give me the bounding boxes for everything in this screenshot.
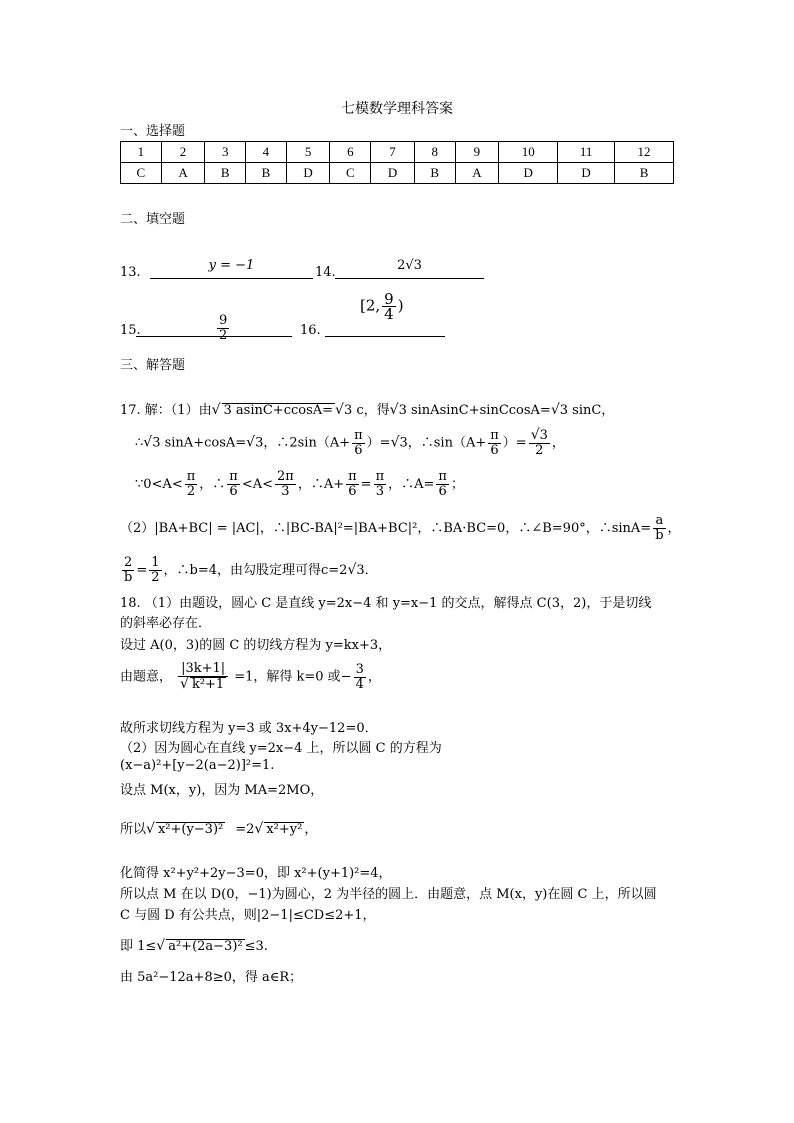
frac-den: b (124, 570, 133, 585)
q18-line11: 所以点 M 在以 D(0，−1)为圆心，2 为半径的圆上．由题意，点 M(x，y)在圆 C 上，所以圆 (120, 887, 657, 902)
frac-den: 2 (535, 443, 544, 458)
sqrt-icon: √ (254, 821, 264, 837)
q15-answer (215, 314, 231, 343)
q17-line3 (135, 470, 464, 499)
frac-num: 3 (355, 661, 364, 677)
q17-line5 (120, 556, 378, 585)
q18-text: 所以 (120, 822, 147, 837)
sqrt-icon: √ (347, 562, 357, 578)
q17-text: ）= (502, 435, 527, 451)
frac-den: 6 (348, 484, 357, 499)
q18-text: ， (367, 669, 381, 685)
sqrt-icon: √ (530, 427, 540, 443)
q13-blank (150, 278, 313, 279)
table-cell-number: 4 (246, 142, 287, 163)
section-solve-heading: 三、解答题 (120, 358, 186, 373)
frac-den: 2 (151, 570, 160, 585)
q17-text: ； (450, 477, 464, 492)
frac-num: π (490, 427, 499, 443)
q15-blank (136, 336, 292, 337)
sqrt-icon: √ (550, 402, 560, 418)
table-cell-answer: D (286, 163, 330, 184)
frac-num: |3k+1| (178, 662, 228, 677)
frac-num: π (354, 427, 363, 443)
q15-denominator: 2 (219, 328, 228, 343)
table-cell-answer: A (161, 163, 205, 184)
frac-den: 6 (438, 484, 447, 499)
table-cell-number: 12 (615, 142, 674, 163)
q17-line1 (120, 399, 614, 418)
q18-line6: （2）因为圆心在直线 y=2x−4 上，所以圆 C 的方程为 (120, 741, 442, 756)
q17-line2 (135, 428, 565, 458)
q18-text: x²+(y−3)² (157, 822, 224, 837)
choice-answer-table (120, 141, 674, 184)
q17-text: 17. 解：（1）由 (120, 403, 212, 418)
frac-den: 6 (354, 442, 363, 458)
q17-text: 3 asinC+ccosA= (223, 403, 334, 418)
frac-den: k²+1 (191, 677, 225, 692)
q17-text: ∴ (135, 435, 144, 451)
table-cell-number: 2 (161, 142, 205, 163)
q16-label: 16. (300, 323, 321, 338)
sqrt-icon: √ (390, 434, 400, 451)
q17-text: 3，∴sin（A+ (399, 435, 487, 451)
q17-text: （2） (120, 521, 155, 536)
q17-text: ）= (366, 435, 391, 451)
frac-num: π (375, 469, 385, 484)
table-cell-number: 7 (371, 142, 415, 163)
sqrt-icon: √ (143, 434, 153, 451)
q17-text: 3 sinA+cosA= (152, 435, 247, 451)
frac-num: 2 (122, 556, 134, 571)
table-cell-answer: D (371, 163, 415, 184)
q17-text: ，∴A+ (297, 477, 345, 492)
frac-num: π (229, 469, 238, 484)
q18-line9 (120, 818, 317, 837)
q17-text: 3． (356, 563, 378, 578)
q16-answer (360, 292, 404, 321)
q17-text: 3，∴2sin（A+ (255, 435, 351, 451)
table-cell-number: 3 (205, 142, 246, 163)
frac-den: 2 (186, 484, 196, 499)
frac-den: 6 (229, 484, 238, 499)
q16-left-bracket: [2, (360, 296, 381, 315)
q18-text: x²+y² (266, 822, 303, 837)
table-row-numbers (121, 142, 674, 163)
frac-den: 3 (281, 484, 290, 499)
q17-text: 3 sinC， (559, 403, 615, 418)
sqrt-icon: √ (156, 938, 166, 954)
q14-answer: 2√3 (397, 258, 422, 273)
sqrt-icon: √ (246, 434, 256, 451)
table-cell-answer: B (414, 163, 455, 184)
q18-text: ≤3. (244, 939, 268, 954)
q18-line2: 的斜率必存在． (120, 616, 212, 631)
table-cell-answer: B (615, 163, 674, 184)
q16-numerator: 9 (384, 290, 394, 308)
frac-num: 2π (277, 469, 294, 484)
frac-den: 3 (375, 484, 384, 499)
q18-line8: 设点 M(x，y)，因为 MA=2MO， (120, 783, 324, 798)
table-cell-answer: B (246, 163, 287, 184)
table-cell-number: 6 (330, 142, 371, 163)
q16-denominator: 4 (384, 305, 394, 323)
q17-text: = (136, 563, 148, 578)
frac-num: π (348, 469, 357, 484)
frac-num: π (438, 469, 447, 484)
table-cell-number: 9 (455, 142, 499, 163)
q18-text: =2 (235, 822, 255, 837)
q17-text: |BA+BC| = |AC|，∴|BC-BA|²=|BA+BC|²，∴BA·BC=0，∴∠B=90°，∴sinA= (154, 521, 652, 536)
table-cell-answer: D (499, 163, 558, 184)
section-choice-heading: 一、选择题 (120, 124, 186, 139)
frac-num: 1 (151, 555, 160, 570)
q16-blank (325, 336, 445, 337)
q18-line1: 18. （1）由题设，圆心 C 是直线 y=2x−4 和 y=x−1 的交点，解得点 C(3，2)，于是切线 (120, 596, 652, 611)
table-cell-answer: B (205, 163, 246, 184)
table-row-answers (121, 163, 674, 184)
q18-text: =1，解得 k=0 或− (234, 669, 352, 685)
q18-line5: 故所求切线方程为 y=3 或 3x+4y−12=0． (120, 721, 378, 736)
q16-right-paren: ) (397, 296, 404, 315)
frac-den: b (655, 528, 664, 543)
q17-text: 3 sinAsinC+sinCcosA= (398, 403, 551, 418)
q18-line12: C 与圆 D 有公共点，则|2−1|≤CD≤2+1， (120, 908, 376, 923)
frac-num: π (186, 469, 196, 484)
q17-text: ，∴ (199, 477, 226, 492)
q13-answer: y = −1 (208, 258, 255, 273)
q18-text: ， (304, 822, 318, 837)
frac-num: 3 (539, 428, 548, 443)
frac-den: 4 (355, 676, 364, 692)
q17-text: <A< (241, 477, 274, 492)
q18-line7: (x−a)²+[y−2(a−2)]²=1. (120, 758, 275, 773)
q18-line10: 化简得 x²+y²+2y−3=0，即 x²+(y+1)²=4， (120, 866, 392, 881)
q15-label: 15. (120, 323, 141, 338)
sqrt-icon: √ (389, 402, 399, 418)
section-fill-heading: 二、填空题 (120, 212, 186, 227)
q18-line4 (120, 662, 381, 692)
q18-text: 由题意， (120, 669, 173, 685)
table-cell-answer: C (121, 163, 162, 184)
q13-label: 13. (120, 265, 141, 280)
sqrt-icon: √ (180, 676, 189, 692)
page-title: 七模数学理科答案 (341, 101, 453, 117)
table-cell-answer: D (558, 163, 615, 184)
table-cell-number: 8 (414, 142, 455, 163)
sqrt-icon: √ (335, 402, 344, 418)
q17-text: ∵0<A< (135, 477, 183, 492)
q17-text: ，∴A= (388, 477, 435, 492)
table-cell-answer: C (330, 163, 371, 184)
q14-blank (335, 278, 484, 279)
q18-line13 (120, 935, 268, 954)
q17-text: ，∴b=4，由勾股定理可得c=2 (163, 563, 348, 578)
q18-text: a²+(2a−3)² (168, 939, 243, 954)
table-cell-answer: A (455, 163, 499, 184)
table-cell-number: 5 (286, 142, 330, 163)
q18-text: 即 1≤ (120, 939, 157, 954)
q15-numerator: 9 (219, 313, 228, 328)
table-cell-number: 11 (558, 142, 615, 163)
q18-line3: 设过 A(0，3)的圆 C 的切线方程为 y=kx+3， (120, 638, 392, 653)
frac-den: 6 (490, 442, 499, 458)
q17-line4: （2）|BA+BC| = |AC|，∴|BC-BA|²=|BA+BC|²，∴BA·BC=0，∴∠B=90°，∴sinA= $\frac{a}{b}$ ， (120, 513, 681, 543)
sqrt-icon: √ (146, 821, 155, 837)
table-cell-number: 1 (121, 142, 162, 163)
q18-line14: 由 5a²−12a+8≥0，得 a∈R； (120, 970, 303, 985)
sqrt-icon: √ (211, 402, 221, 418)
q17-text: 3 c，得 (343, 403, 390, 418)
q17-text: ， (551, 435, 565, 451)
frac-num: a (653, 514, 665, 529)
q14-label: 14. (315, 265, 336, 280)
q17-text: = (360, 477, 372, 492)
table-cell-number: 10 (499, 142, 558, 163)
